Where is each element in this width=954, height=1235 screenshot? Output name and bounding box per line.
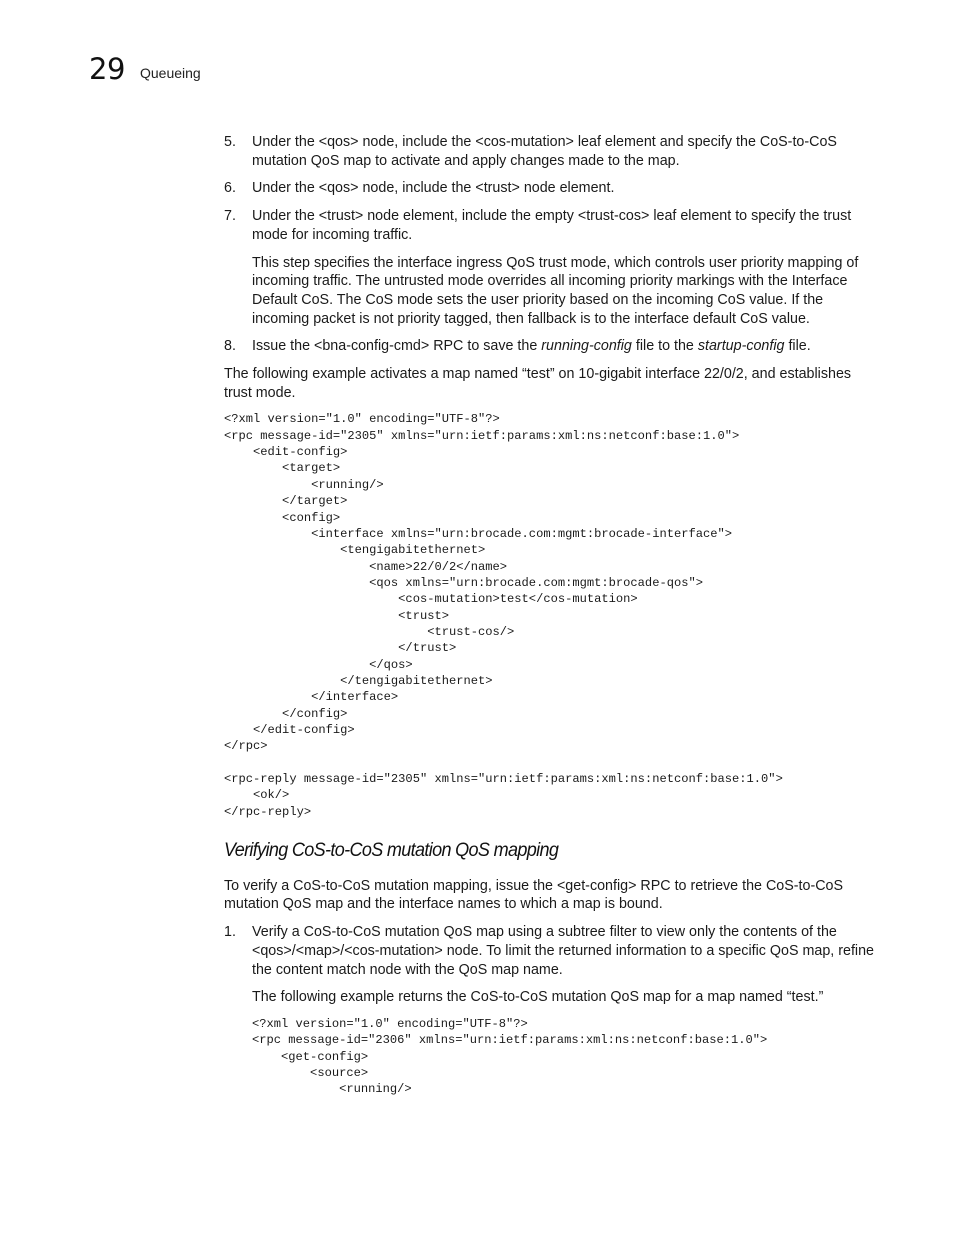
section-heading: Verifying CoS-to-CoS mutation QoS mapping bbox=[224, 840, 559, 862]
step-1-note: The following example returns the CoS-to-CoS mutation QoS map for a map named “test.” bbox=[252, 989, 824, 1006]
step-text: Under the <qos> node, include the <cos-mutation> leaf element and specify the CoS-to-CoS mutation QoS map to activate and apply changes made to the map. bbox=[252, 134, 837, 169]
step-7 bbox=[224, 207, 874, 244]
running-config-term: running-config bbox=[541, 338, 632, 355]
step-text: Verify a CoS-to-CoS mutation QoS map using a subtree filter to view only the contents of the <qos>/<map>/<cos-mutation> node. To limit the returned information to a specific QoS map, refine the content match node with the QoS map name. bbox=[252, 924, 874, 978]
chapter-title: Queueing bbox=[140, 65, 201, 81]
step-text: Under the <qos> node, include the <trust> node element. bbox=[252, 180, 615, 197]
code-block-get-config: <?xml version="1.0" encoding="UTF-8"?> <rpc message-id="2306" xmlns="urn:ietf:params:xml:ns:netconf:base:1.0"> <get-config> <source> <running/> bbox=[252, 1016, 768, 1097]
page-body bbox=[224, 133, 874, 1098]
step-number: 1. bbox=[224, 924, 236, 941]
step-text: Under the <trust> node element, include the empty <trust-cos> leaf element to specify the trust mode for incoming traffic. bbox=[252, 208, 852, 243]
step-7-note: This step specifies the interface ingress QoS trust mode, which controls user priority mapping of incoming traffic. The untrusted mode overrides all incoming priority markings with the Interface Default CoS. The CoS mode sets the user priority based on the incoming CoS value. If the incoming packet is not priority tagged, then fallback is to the interface default CoS value. bbox=[252, 254, 859, 327]
step-text-part: file. bbox=[784, 338, 811, 355]
step-number: 6. bbox=[224, 180, 236, 197]
startup-config-term: startup-config bbox=[697, 338, 785, 355]
step-number: 7. bbox=[224, 208, 236, 225]
step-8 bbox=[224, 337, 874, 356]
step-text-part: file to the bbox=[631, 338, 698, 355]
step-6 bbox=[224, 179, 874, 198]
chapter-number: 29 bbox=[89, 52, 125, 86]
step-5 bbox=[224, 133, 874, 170]
step-text bbox=[252, 337, 874, 356]
step-text-part: Issue the <bna-config-cmd> RPC to save the bbox=[252, 338, 542, 355]
example-intro: The following example activates a map named “test” on 10-gigabit interface 22/0/2, and establishes trust mode. bbox=[224, 366, 852, 401]
step-number: 5. bbox=[224, 134, 236, 150]
code-block-edit-config: <?xml version="1.0" encoding="UTF-8"?> <rpc message-id="2305" xmlns="urn:ietf:params:xml:ns:netconf:base:1.0"> <edit-config> <target> <running/> </target> <config> <interface xmlns="urn:brocade.com:mgmt:brocade-interface"> <tengigabitethernet> <name>22/0/2</name> <qos xmlns="urn:brocade.com:mgmt:brocade-qos"> <cos-mutation>test</cos-mutation> <trust> <trust-cos/> </trust> </qos> </tengigabitethernet> </interface> </config> </edit-config> </rpc> <rpc-reply message-id="2305" xmlns="urn:ietf:params:xml:ns:netconf:base:1.0"> <ok/> </rpc-reply> bbox=[224, 412, 783, 819]
section-intro: To verify a CoS-to-CoS mutation mapping, issue the <get-config> RPC to retrieve the CoS-to-CoS mutation QoS map and the interface names to which a map is bound. bbox=[224, 877, 844, 913]
step-1 bbox=[224, 923, 874, 979]
step-number: 8. bbox=[224, 338, 236, 355]
